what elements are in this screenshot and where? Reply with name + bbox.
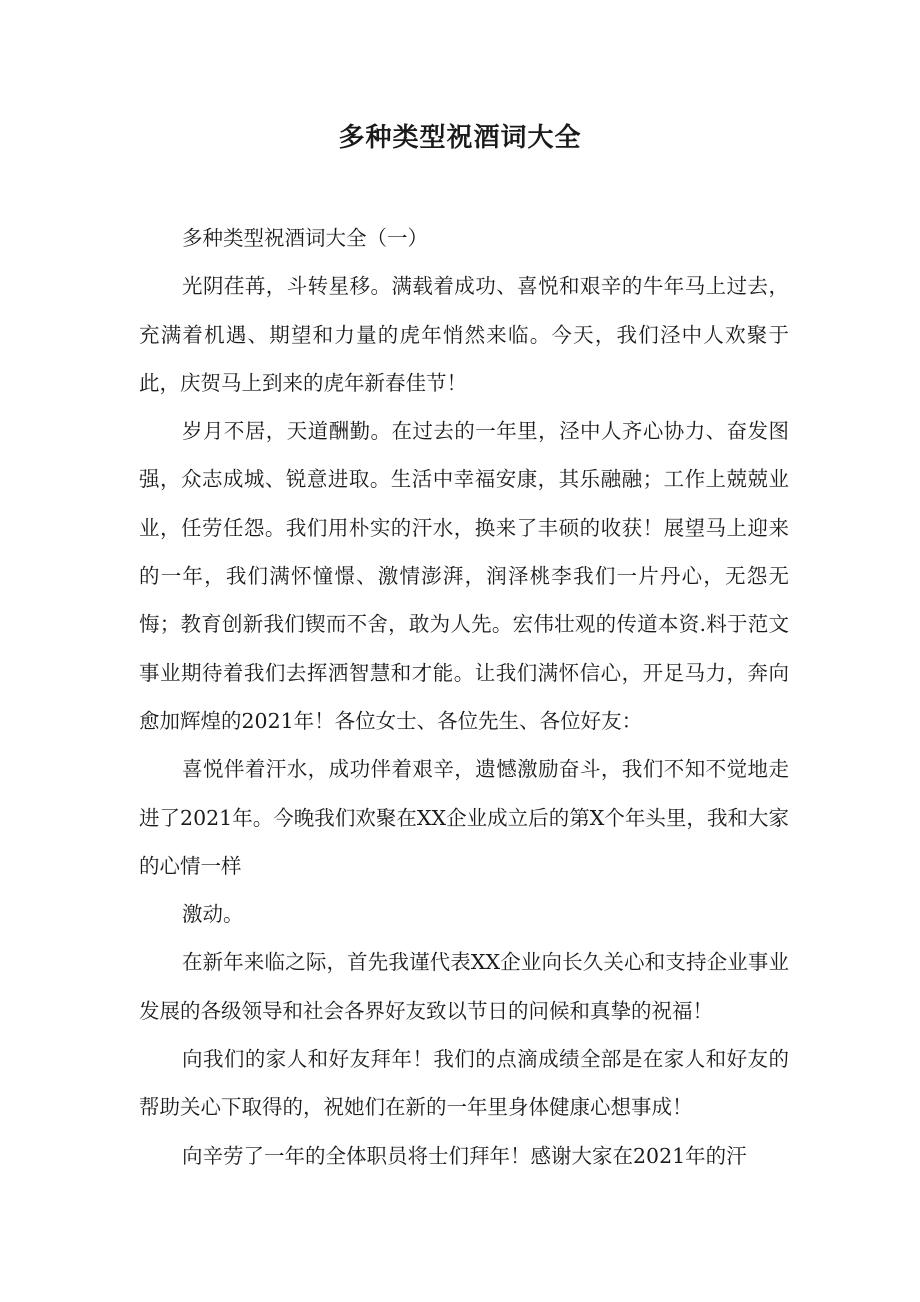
paragraph: 在新年来临之际，首先我谨代表XX企业向长久关心和支持企业事业发展的各级领导和社会各界好友致以节日的问候和真挚的祝福！ (139, 950, 789, 1023)
paragraph: 向我们的家人和好友拜年！我们的点滴成绩全部是在家人和好友的帮助关心下取得的，祝她们在新的一年里身体健康心想事成！ (139, 1047, 789, 1120)
paragraph: 岁月不居，天道酬勤。在过去的一年里，泾中人齐心协力、奋发图强，众志成城、锐意进取。生活中幸福安康，其乐融融；工作上兢兢业业，任劳任怨。我们用朴实的汗水，换来了丰硕的收获！展望马上迎来的一年，我们满怀憧憬、激情澎湃，润泽桃李我们一片丹心，无怨无悔；教育创新我们锲而不舍，敢为人先。宏伟壮观的传道本资.料于范文事业期待着我们去挥洒智慧和才能。让我们满怀信心，开足马力，奔向愈加辉煌的2021年！各位女士、各位先生、各位好友： (139, 419, 789, 733)
section-heading: 多种类型祝酒词大全（一） (182, 226, 428, 250)
document-title: 多种类型祝酒词大全 (338, 123, 582, 153)
paragraph: 喜悦伴着汗水，成功伴着艰辛，遗憾激励奋斗，我们不知不觉地走进了2021年。今晚我们欢聚在XX企业成立后的第X个年头里，我和大家的心情一样 (139, 757, 789, 878)
paragraph: 激动。 (182, 902, 244, 927)
paragraph: 光阴荏苒，斗转星移。满载着成功、喜悦和艰辛的牛年马上过去，充满着机遇、期望和力量的虎年悄然来临。今天，我们泾中人欢聚于此，庆贺马上到来的虎年新春佳节！ (139, 274, 789, 395)
paragraph: 向辛劳了一年的全体职员将士们拜年！感谢大家在2021年的汗 (182, 1143, 747, 1168)
document-body (139, 214, 789, 1180)
